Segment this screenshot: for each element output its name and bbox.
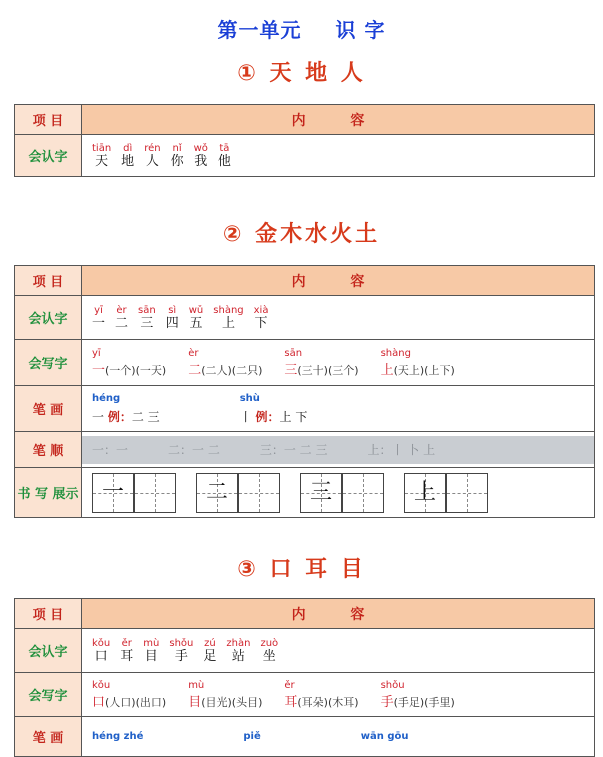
header-item: 项 目	[15, 105, 82, 135]
order-item: 三：一 二 三	[259, 443, 328, 457]
hanzi: 耳	[284, 694, 298, 710]
write-list	[82, 673, 595, 717]
tian-box-empty	[342, 473, 384, 513]
word-line	[381, 691, 455, 710]
pinyin: zhàn	[226, 637, 251, 649]
row-label: 书 写 展示	[15, 468, 82, 518]
hanzi: 目	[188, 694, 202, 710]
hanzi: 口	[92, 694, 106, 710]
hanzi: 天	[95, 153, 109, 169]
hanzi: 一	[92, 315, 106, 331]
hanzi: 手	[174, 648, 188, 664]
hanzi: 站	[231, 648, 245, 664]
char-list	[82, 135, 595, 177]
example-words: (二人)(二只)	[201, 363, 263, 377]
example-label: 例：	[255, 409, 280, 424]
write-word	[381, 680, 455, 710]
hanzi: 足	[203, 648, 217, 664]
order-item: 二：一 二	[168, 443, 220, 457]
lesson2-table	[14, 265, 595, 518]
pinyin: wǒ	[193, 142, 208, 154]
hanzi: 二	[115, 315, 129, 331]
pinyin: wǔ	[188, 304, 204, 316]
stroke-mark: 丨	[239, 409, 252, 424]
pinyin: zú	[204, 637, 216, 649]
example-chars: 上 下	[279, 409, 308, 424]
row-label: 笔 画	[15, 717, 82, 757]
tian-char: 二	[205, 479, 228, 505]
stroke-pinyin: piě	[243, 731, 261, 742]
tian-box-empty	[238, 473, 280, 513]
hanzi: 四	[165, 315, 179, 331]
hanzi: 耳	[120, 648, 134, 664]
stroke-item	[240, 393, 308, 425]
stroke-order	[82, 432, 595, 468]
char-item	[203, 638, 216, 664]
unit-title: 第一单元 识 字	[217, 18, 386, 42]
char-item	[171, 143, 184, 169]
char-item	[194, 143, 208, 169]
lesson3-table	[14, 598, 595, 757]
pinyin: mù	[143, 637, 160, 649]
example-words: (目光)(头目)	[201, 695, 263, 709]
pinyin: ěr	[284, 679, 295, 691]
pinyin: tiān	[92, 142, 112, 154]
pinyin: èr	[188, 347, 199, 359]
hanzi: 上	[221, 315, 235, 331]
row-label: 会认字	[15, 296, 82, 340]
char-item	[144, 143, 160, 169]
hanzi: 上	[380, 362, 394, 378]
char-item	[92, 143, 111, 169]
pinyin: shǒu	[169, 637, 194, 649]
pinyin: ěr	[121, 637, 132, 649]
write-word	[284, 680, 358, 710]
write-word	[381, 348, 455, 378]
tian-box	[300, 473, 342, 513]
write-word	[92, 348, 166, 378]
hanzi: 你	[170, 153, 184, 169]
write-word	[188, 680, 262, 710]
order-item: 一：一	[92, 443, 129, 457]
tian-box	[92, 473, 134, 513]
hanzi: 手	[380, 694, 394, 710]
tian-char: 上	[413, 479, 436, 505]
example-chars: 二 三	[131, 409, 160, 424]
hanzi: 五	[189, 315, 203, 331]
stroke-mark: 一	[92, 409, 105, 424]
pinyin: kǒu	[92, 637, 111, 649]
pinyin: mù	[188, 679, 205, 691]
char-item	[121, 143, 134, 169]
stroke-line	[92, 408, 160, 425]
pinyin: dì	[123, 142, 133, 154]
hanzi: 三	[140, 315, 154, 331]
hanzi: 目	[144, 648, 158, 664]
char-item	[120, 638, 133, 664]
example-words: (人口)(出口)	[105, 695, 167, 709]
word-line	[284, 359, 358, 378]
pinyin: tā	[219, 142, 230, 154]
example-words: (一个)(一天)	[105, 363, 167, 377]
lesson1-title: ① 天 地 人	[237, 61, 366, 86]
example-words: (耳朵)(木耳)	[297, 695, 359, 709]
header-content: 内 容	[82, 105, 595, 135]
char-item	[115, 305, 128, 331]
char-item	[166, 305, 179, 331]
stroke-list	[82, 386, 595, 432]
tian-char: 一	[101, 479, 124, 505]
tian-box	[196, 473, 238, 513]
tian-box-empty	[134, 473, 176, 513]
stroke-pinyin: héng zhé	[92, 731, 144, 742]
write-word	[92, 680, 166, 710]
write-list	[82, 340, 595, 386]
hanzi: 口	[94, 648, 108, 664]
word-line	[188, 691, 262, 710]
pinyin: sān	[284, 347, 303, 359]
pinyin: shàng	[380, 347, 411, 359]
writing-grid	[82, 468, 595, 518]
stroke-list	[82, 717, 595, 757]
hanzi: 二	[188, 362, 202, 378]
char-list	[82, 296, 595, 340]
word-line	[188, 359, 262, 378]
hanzi: 下	[254, 315, 268, 331]
row-label: 笔 顺	[15, 432, 82, 468]
pinyin: yī	[94, 304, 103, 316]
pinyin: héng	[92, 392, 121, 404]
char-item	[226, 638, 250, 664]
char-item	[260, 638, 278, 664]
pinyin: zuò	[260, 637, 279, 649]
pinyin: shǒu	[380, 679, 405, 691]
pinyin: yī	[92, 347, 101, 359]
order-item: 上：丨 卜 上	[367, 443, 436, 457]
char-item	[92, 638, 110, 664]
pinyin: sì	[168, 304, 177, 316]
example-label: 例：	[107, 409, 132, 424]
char-item	[218, 143, 231, 169]
pinyin: xià	[253, 304, 269, 316]
hanzi: 我	[194, 153, 208, 169]
stroke-line	[240, 408, 308, 425]
word-line	[284, 691, 358, 710]
write-word	[188, 348, 262, 378]
tian-pair	[300, 473, 384, 513]
lesson3-title: ③ 口 耳 目	[237, 557, 366, 582]
header-content: 内 容	[82, 599, 595, 629]
char-item	[143, 638, 159, 664]
tian-pair	[92, 473, 176, 513]
stroke-item	[92, 393, 160, 425]
char-item	[92, 305, 105, 331]
char-item	[189, 305, 204, 331]
tian-pair	[404, 473, 488, 513]
pinyin: sān	[138, 304, 156, 316]
hanzi: 三	[284, 362, 298, 378]
lesson2-title: ② 金木水火土	[222, 222, 381, 247]
example-words: (天上)(上下)	[393, 363, 455, 377]
row-label: 会写字	[15, 673, 82, 717]
pinyin: èr	[116, 304, 127, 316]
pinyin: shàng	[213, 304, 244, 316]
char-list	[82, 629, 595, 673]
hanzi: 他	[217, 153, 231, 169]
header-content: 内 容	[82, 266, 595, 296]
example-words: (手足)(手里)	[393, 695, 455, 709]
example-words: (三十)(三个)	[297, 363, 359, 377]
pinyin: rén	[144, 142, 161, 154]
tian-box-empty	[446, 473, 488, 513]
tian-char: 三	[309, 479, 332, 505]
pinyin: nǐ	[172, 142, 182, 154]
row-label: 会认字	[15, 135, 82, 177]
hanzi: 一	[92, 362, 106, 378]
hanzi: 地	[121, 153, 135, 169]
pinyin: kǒu	[92, 679, 111, 691]
row-label: 笔 画	[15, 386, 82, 432]
word-line	[92, 691, 166, 710]
row-label: 会写字	[15, 340, 82, 386]
header-item: 项 目	[15, 599, 82, 629]
char-item	[213, 305, 243, 331]
char-item	[138, 305, 156, 331]
lesson1-table	[14, 104, 595, 177]
stroke-pinyin: wān gōu	[360, 731, 409, 742]
tian-box	[404, 473, 446, 513]
hanzi: 人	[145, 153, 159, 169]
char-item	[169, 638, 193, 664]
tian-pair	[196, 473, 280, 513]
row-label: 会认字	[15, 629, 82, 673]
write-word	[284, 348, 358, 378]
hanzi: 坐	[262, 648, 276, 664]
char-item	[254, 305, 269, 331]
word-line	[92, 359, 166, 378]
word-line	[381, 359, 455, 378]
pinyin: shù	[239, 392, 260, 404]
header-item: 项 目	[15, 266, 82, 296]
